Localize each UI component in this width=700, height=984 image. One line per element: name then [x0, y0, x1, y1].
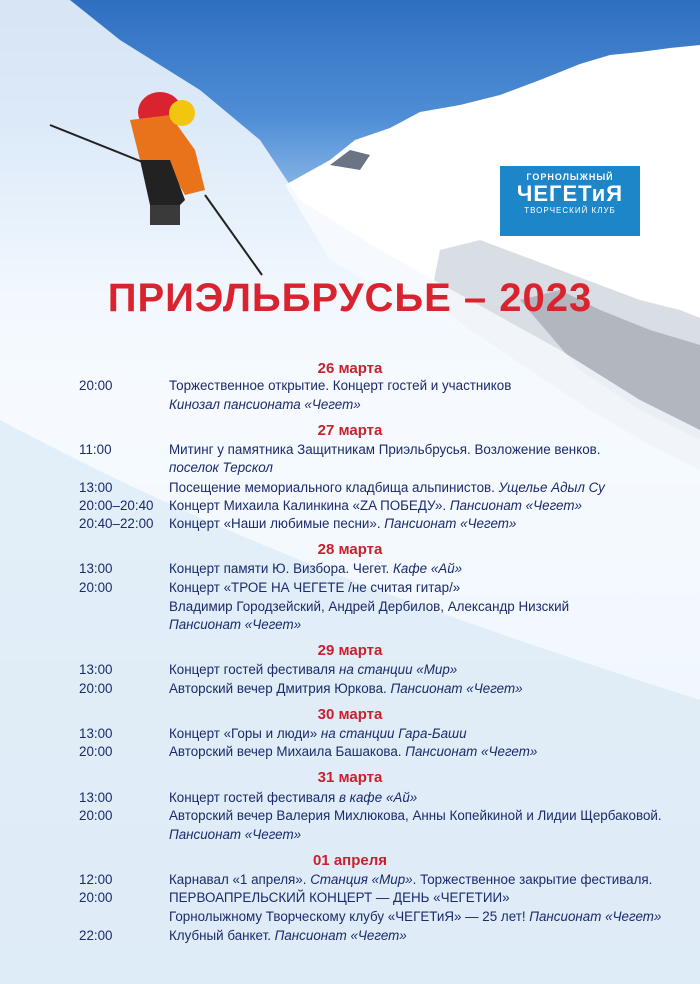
- day-heading: 31 марта: [317, 769, 383, 786]
- event-description: [169, 460, 273, 475]
- event-row: [0, 681, 700, 700]
- event-time: 13:00: [79, 662, 113, 677]
- event-description: [169, 617, 301, 632]
- event-description: [169, 744, 537, 759]
- event-description: [169, 397, 361, 412]
- event-text: Клубный банкет.: [169, 928, 275, 943]
- event-venue: Пансионат «Чегет»: [529, 909, 662, 924]
- event-venue: Пансионат «Чегет»: [384, 516, 517, 531]
- event-venue: Пансионат «Чегет»: [169, 827, 302, 842]
- event-description: [169, 561, 462, 576]
- event-venue: Пансионат «Чегет»: [405, 744, 538, 759]
- event-row: [0, 827, 700, 846]
- event-description: [169, 928, 407, 943]
- event-time: 13:00: [79, 480, 113, 495]
- event-time: 13:00: [79, 790, 113, 805]
- event-description: [169, 827, 301, 842]
- event-row: [0, 460, 700, 479]
- event-venue: Пансионат «Чегет»: [449, 498, 582, 513]
- event-description: [169, 498, 582, 513]
- event-description: [169, 726, 467, 741]
- event-text: Концерт «ТРОЕ НА ЧЕГЕТЕ /не считая гитар/»: [169, 580, 461, 595]
- event-venue: Кафе «Ай»: [392, 561, 463, 576]
- event-text: Посещение мемориального кладбища альпинистов.: [169, 480, 499, 495]
- day-heading: 27 марта: [317, 422, 383, 439]
- event-row: [0, 516, 700, 535]
- event-row: [0, 662, 700, 681]
- event-description: [169, 580, 460, 595]
- event-row: [0, 726, 700, 745]
- event-description: [169, 516, 516, 531]
- event-description: [169, 872, 652, 887]
- event-text: Авторский вечер Михаила Башакова.: [169, 744, 406, 759]
- event-time: 20:00: [79, 890, 113, 905]
- event-time: 13:00: [79, 726, 113, 741]
- event-time: 20:00: [79, 580, 113, 595]
- event-text: Карнавал «1 апреля».: [169, 872, 311, 887]
- event-description: [169, 662, 457, 677]
- day-heading: 01 апреля: [312, 852, 388, 869]
- event-venue: Ущелье Адыл Су: [498, 480, 605, 495]
- event-description: [169, 890, 510, 905]
- day-heading: 26 марта: [317, 360, 383, 377]
- event-text: Концерт памяти Ю. Визбора. Чегет.: [169, 561, 393, 576]
- event-text: Концерт Михаила Калинкина «ZA ПОБЕДУ».: [169, 498, 450, 513]
- event-text: Концерт «Наши любимые песни».: [169, 516, 385, 531]
- event-time: 12:00: [79, 872, 113, 887]
- event-row: [0, 580, 700, 599]
- event-text: Концерт гостей фестиваля: [169, 790, 339, 805]
- day-heading: 29 марта: [317, 642, 383, 659]
- event-text: Владимир Городзейский, Андрей Дербилов, Александр Низский: [169, 599, 570, 614]
- event-row: [0, 480, 700, 499]
- event-text: Торжественное открытие. Концерт гостей и участников: [169, 378, 512, 393]
- event-description: [169, 790, 417, 805]
- event-text: ПЕРВОАПРЕЛЬСКИЙ КОНЦЕРТ — ДЕНЬ «ЧЕГЕТИИ»: [169, 890, 510, 905]
- event-text: Концерт гостей фестиваля: [169, 662, 339, 677]
- event-text-tail: . Торжественное закрытие фестиваля.: [412, 872, 653, 887]
- event-time: 20:00: [79, 808, 113, 823]
- event-text: Авторский вечер Валерия Михлюкова, Анны Копейкиной и Лидии Щербаковой.: [169, 808, 662, 823]
- event-row: [0, 909, 700, 928]
- event-row: [0, 599, 700, 618]
- event-row: [0, 442, 700, 461]
- event-venue: Станция «Мир»: [310, 872, 413, 887]
- event-venue: Пансионат «Чегет»: [274, 928, 407, 943]
- day-heading: 28 марта: [317, 541, 383, 558]
- event-time: 20:00: [79, 681, 113, 696]
- event-time: 20:00: [79, 744, 113, 759]
- logo-top-text: ГОРНОЛЫЖНЫЙ: [526, 172, 614, 182]
- logo-bottom-text: ТВОРЧЕСКИЙ КЛУБ: [524, 206, 616, 215]
- event-time: 11:00: [79, 442, 112, 457]
- event-description: [169, 480, 605, 495]
- event-venue: в кафе «Ай»: [338, 790, 418, 805]
- event-description: [169, 681, 523, 696]
- event-row: [0, 378, 700, 397]
- event-row: [0, 928, 700, 947]
- logo-main-text: ЧЕГЕТиЯ: [516, 181, 624, 206]
- event-time: 13:00: [79, 561, 113, 576]
- event-row: [0, 890, 700, 909]
- event-text: Концерт «Горы и люди»: [169, 726, 321, 741]
- event-venue: на станции «Мир»: [338, 662, 458, 677]
- event-text: Авторский вечер Дмитрия Юркова.: [169, 681, 391, 696]
- event-row: [0, 790, 700, 809]
- day-heading: 30 марта: [317, 706, 383, 723]
- poster-title: ПРИЭЛЬБРУСЬЕ – 2023: [107, 276, 593, 320]
- event-venue: поселок Терскол: [169, 460, 273, 475]
- event-time: 20:00: [79, 378, 113, 393]
- event-row: [0, 808, 700, 827]
- event-row: [0, 744, 700, 763]
- event-description: [169, 808, 662, 823]
- event-venue: на станции Гара-Баши: [320, 726, 467, 741]
- event-time: 20:00–20:40: [79, 498, 154, 513]
- event-venue: Пансионат «Чегет»: [169, 617, 302, 632]
- event-description: [169, 378, 511, 393]
- event-row: [0, 617, 700, 636]
- event-row: [0, 397, 700, 416]
- event-row: [0, 561, 700, 580]
- event-text: Горнолыжному Творческому клубу «ЧЕГЕТиЯ» — 25 лет!: [169, 909, 530, 924]
- event-row: [0, 498, 700, 517]
- event-text: Митинг у памятника Защитникам Приэльбрусья. Возложение венков.: [169, 442, 601, 457]
- event-description: [169, 909, 661, 924]
- club-logo: [500, 166, 640, 236]
- event-description: [169, 442, 601, 457]
- event-description: [169, 599, 569, 614]
- event-time: 22:00: [79, 928, 113, 943]
- event-venue: Кинозал пансионата «Чегет»: [169, 397, 361, 412]
- event-time: 20:40–22:00: [79, 516, 154, 531]
- event-venue: Пансионат «Чегет»: [390, 681, 523, 696]
- event-row: [0, 872, 700, 891]
